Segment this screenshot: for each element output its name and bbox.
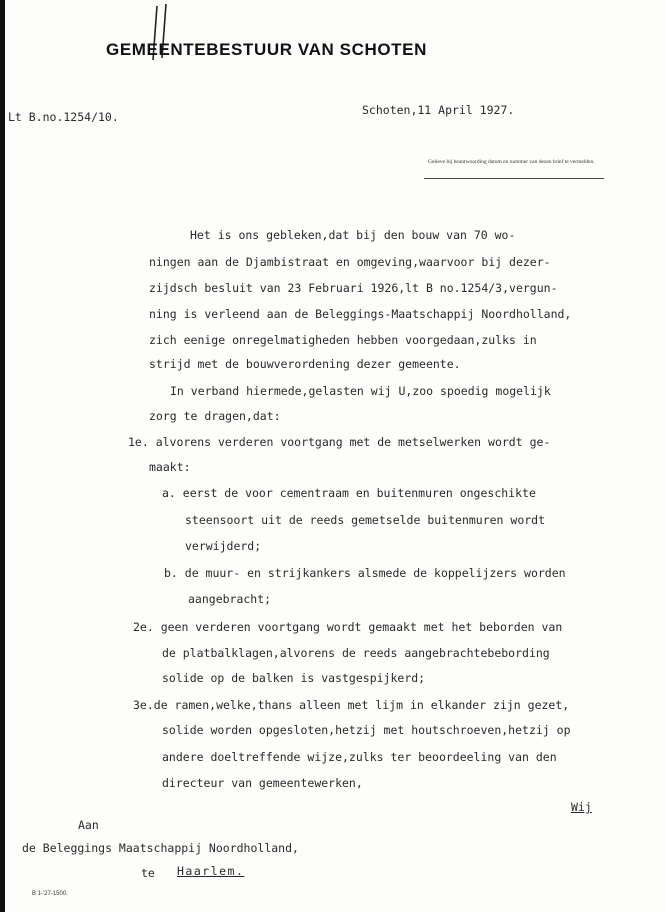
body-line: Het is ons gebleken,dat bij den bouw van 70 wo- [190,228,516,242]
body-line: andere doeltreffende wijze,zulks ter beoordeeling van den [162,750,557,764]
continuation-word: Wij [571,800,592,814]
body-line: steensoort uit de reeds gemetselde buitenmuren wordt [185,513,546,527]
body-line: b. de muur- en strijkankers alsmede de koppelijzers worden [164,566,566,580]
body-line: solide op de balken is vastgespijkerd; [162,671,426,685]
body-line: zich eenige onregelmatigheden hebben voorgedaan,zulks in [149,333,537,347]
form-code: B 1-'27-1500. [32,891,68,897]
body-line: 1e. alvorens verderen voortgang met de metselwerken wordt ge- [128,435,551,449]
reply-note: Gelieve bij beantwoording datum en nummer van dezen brief te vermelden. [428,159,595,165]
place-date: Schoten,11 April 1927. [362,103,515,117]
letterhead: GEMEENTEBESTUUR VAN SCHOTEN [106,40,427,59]
scan-edge [0,0,5,912]
body-line: ningen aan de Djambistraat en omgeving,waarvoor bij dezer- [149,255,551,269]
body-line: zorg te dragen,dat: [149,409,281,423]
body-line: de platbalklagen,alvorens de reeds aangebrachtebebording [162,646,550,660]
body-line: In verband hiermede,gelasten wij U,zoo spoedig mogelijk [170,384,551,398]
body-line: 3e.de ramen,welke,thans alleen met lijm in elkander zijn gezet, [133,698,570,712]
body-line: verwijderd; [185,539,262,553]
body-line: a. eerst de voor cementraam en buitenmuren ongeschikte [162,486,536,500]
body-line: 2e. geen verderen voortgang wordt gemaakt met het beborden van [133,620,563,634]
body-line: strijd met de bouwverordening dezer gemeente. [149,357,461,371]
body-line: ning is verleend aan de Beleggings-Maatschappij Noordholland, [149,307,572,321]
addressee-te: te [141,866,155,880]
body-line: solide worden opgesloten,hetzij met houtschroeven,hetzij op [162,723,571,737]
addressee-company: de Beleggings Maatschappij Noordholland, [22,841,299,855]
reference-number: Lt B.no.1254/10. [8,110,119,124]
body-line: zijdsch besluit van 23 Februari 1926,lt B no.1254/3,vergun- [149,281,558,295]
divider [424,178,604,179]
body-line: maakt: [149,460,191,474]
addressee-city: Haarlem. [177,864,245,878]
addressee-aan: Aan [78,818,99,832]
body-line: directeur van gemeentewerken, [162,776,363,790]
body-line: aangebracht; [188,592,272,606]
